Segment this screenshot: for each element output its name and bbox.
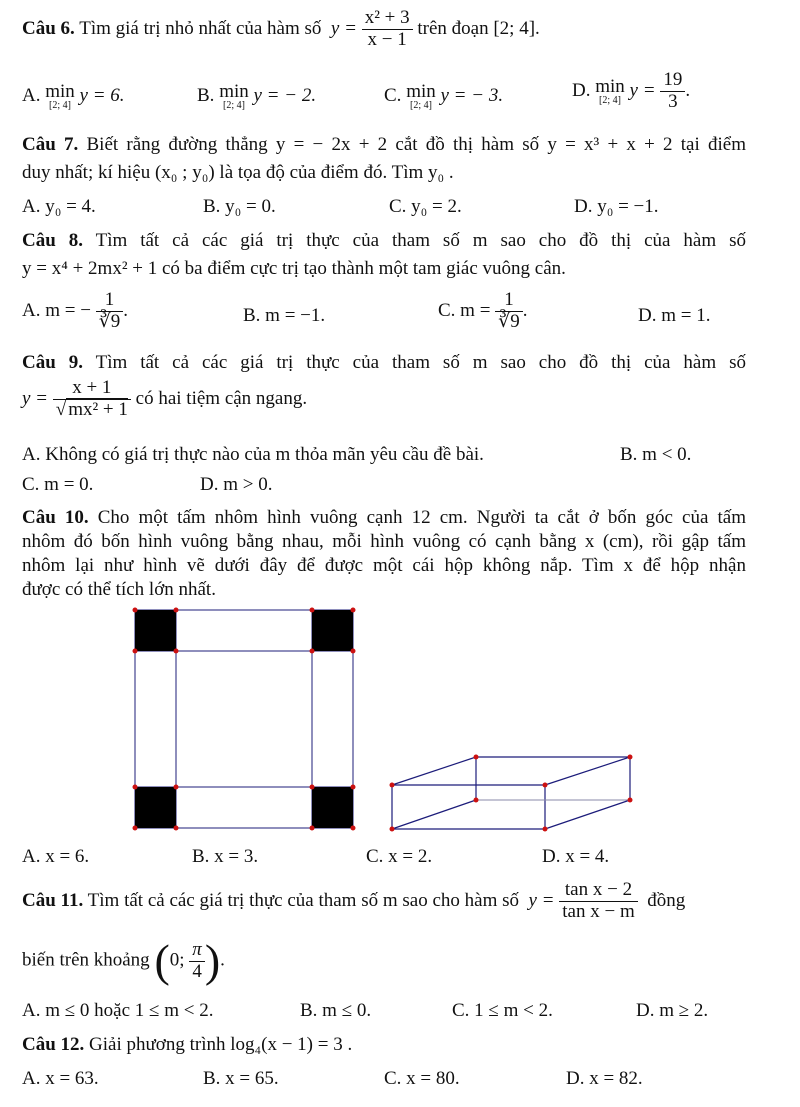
box-front-face <box>392 785 545 829</box>
question-6-fraction <box>362 8 413 51</box>
option-9a[interactable]: A. Không có giá trị thực nào của m thỏa mãn yêu cầu đề bài. <box>22 444 484 465</box>
question-12-label: Câu 12. <box>22 1034 85 1055</box>
question-10-line-4: được có thể tích lớn nhất. <box>22 579 216 600</box>
question-6-text: Tìm giá trị nhỏ nhất của hàm số <box>79 17 322 39</box>
sheet-figure <box>120 600 370 840</box>
question-10-line-3: nhôm lại như hình vẽ dưới đây để được một cái hộp không nắp. Tìm x để hộp nhận <box>22 555 746 576</box>
question-8-line-1 <box>22 230 746 253</box>
question-8-label: Câu 8. <box>22 230 83 251</box>
option-value: y = − 3. <box>440 84 504 106</box>
question-11-y: y = <box>528 889 555 911</box>
cut-square <box>312 787 353 828</box>
question-9-line-1 <box>22 352 746 375</box>
question-8-line-2: y = x⁴ + 2mx² + 1 có ba điểm cực trị tạo thành một tam giác vuông cân. <box>22 258 566 279</box>
option-value: y = 6. <box>79 84 125 106</box>
question-7-line-2: duy nhất; kí hiệu (x₀ ; y₀) là tọa độ của điểm đó. Tìm y₀ . <box>22 162 454 183</box>
option-6c[interactable] <box>384 82 503 111</box>
question-6-interval: trên đoạn [2; 4]. <box>417 17 540 39</box>
option-11a[interactable]: A. m ≤ 0 hoặc 1 ≤ m < 2. <box>22 1000 214 1021</box>
question-9-text-2: có hai tiệm cận ngang. <box>135 387 308 409</box>
min-operator: min [2; 4] <box>406 81 436 111</box>
option-fraction: $\frac{1}{∛9}$ <box>96 290 124 333</box>
question-9-fraction: $\frac{x + 1}{\text{√ mx² + 1}}$ <box>53 378 131 421</box>
question-12-text: Giải phương trình log₄(x − 1) = 3 . <box>89 1034 353 1055</box>
option-9d[interactable]: D. m > 0. <box>200 474 273 495</box>
question-7-text: Biết rằng đường thẳng y = − 2x + 2 cắt đồ thị hàm số y = x³ + x + 2 tại điểm <box>86 134 746 155</box>
option-letter: D. <box>572 79 591 101</box>
question-7-line-1 <box>22 134 746 157</box>
option-6b[interactable] <box>197 82 316 111</box>
question-9-line-2 <box>22 378 307 421</box>
option-value: y = − 2. <box>253 84 317 106</box>
fraction-numerator: x² + 3 <box>362 8 413 30</box>
question-6-y: y = <box>330 17 357 39</box>
option-9c[interactable]: C. m = 0. <box>22 474 94 495</box>
question-8-text: Tìm tất cả các giá trị thực của tham số m sao cho đồ thị của hàm số <box>95 230 746 251</box>
option-letter: A. <box>22 84 41 106</box>
option-8d[interactable]: D. m = 1. <box>638 305 711 326</box>
option-11b[interactable]: B. m ≤ 0. <box>300 1000 372 1021</box>
question-9-label: Câu 9. <box>22 352 83 373</box>
question-10-line-2: nhôm đó bốn hình vuông bằng nhau, mỗi hình vuông có cạnh bằng x (cm), rồi gập tấm <box>22 531 746 552</box>
option-12c[interactable]: C. x = 80. <box>384 1068 460 1089</box>
option-7d[interactable]: D. y₀ = −1. <box>574 196 659 217</box>
cut-square <box>312 610 353 651</box>
question-11-line-1 <box>22 880 685 923</box>
question-11-text-3: biến trên khoảng <box>22 949 150 971</box>
question-11-line-2: biến trên khoảng (0; $\frac{\pi}{4}$ ). <box>22 935 225 986</box>
min-operator: min [2; 4] <box>595 75 625 106</box>
option-value: y = <box>629 79 656 101</box>
option-letter: B. <box>197 84 215 106</box>
option-fraction: $\frac{19}{3}$ <box>660 70 685 113</box>
option-10c[interactable]: C. x = 2. <box>366 846 433 867</box>
option-11c[interactable]: C. 1 ≤ m < 2. <box>452 1000 553 1021</box>
option-11d[interactable]: D. m ≥ 2. <box>636 1000 709 1021</box>
option-fraction: $\frac{1}{∛9}$ <box>495 290 523 333</box>
option-8c[interactable]: C. m = $\frac{1}{∛9}$ . <box>438 289 528 332</box>
option-7b[interactable]: B. y₀ = 0. <box>203 196 276 217</box>
option-7a[interactable]: A. y₀ = 4. <box>22 196 96 217</box>
option-6d[interactable]: D. min [2; 4] y = $\frac{19}{3}$ . <box>572 69 691 112</box>
option-12b[interactable]: B. x = 65. <box>203 1068 279 1089</box>
question-10-label: Câu 10. <box>22 507 89 528</box>
option-value: A. m = − <box>22 299 91 321</box>
question-10-text: Cho một tấm nhôm hình vuông cạnh 12 cm. Người ta cắt ở bốn góc của tấm <box>97 507 746 528</box>
fraction-denominator: x − 1 <box>367 28 407 50</box>
question-9-y: y = <box>22 387 49 409</box>
option-12d[interactable]: D. x = 82. <box>566 1068 643 1089</box>
question-9-text: Tìm tất cả các giá trị thực của tham số m sao cho đồ thị của hàm số <box>95 352 746 373</box>
option-9b[interactable]: B. m < 0. <box>620 444 692 465</box>
min-operator: min [2; 4] <box>45 81 75 111</box>
question-11-text-2: đồng <box>647 889 686 911</box>
interval-fraction: $\frac{\pi}{4}$ <box>189 940 205 983</box>
question-6-label: Câu 6. <box>22 17 75 39</box>
question-7-label: Câu 7. <box>22 134 79 155</box>
option-7c[interactable]: C. y₀ = 2. <box>389 196 462 217</box>
question-10-line-1 <box>22 507 746 530</box>
option-6a[interactable] <box>22 82 125 111</box>
option-8a[interactable]: A. m = − $\frac{1}{∛9}$ . <box>22 289 129 332</box>
box-figure <box>380 750 640 840</box>
question-11-fraction: $\frac{\text{tan x − 2}}{\text{tan x − m}}$ <box>559 880 637 923</box>
option-10a[interactable]: A. x = 6. <box>22 846 90 867</box>
cut-square <box>135 610 176 651</box>
option-10d[interactable]: D. x = 4. <box>542 846 610 867</box>
option-10b[interactable]: B. x = 3. <box>192 846 259 867</box>
option-12a[interactable]: A. x = 63. <box>22 1068 99 1089</box>
question-6-stem <box>22 8 540 51</box>
question-11-label: Câu 11. <box>22 889 84 911</box>
option-value: C. m = <box>438 299 491 321</box>
cut-square <box>135 787 176 828</box>
question-12-stem <box>22 1034 352 1056</box>
min-operator: min [2; 4] <box>219 81 249 111</box>
option-8b[interactable]: B. m = −1. <box>243 305 326 326</box>
question-11-text: Tìm tất cả các giá trị thực của tham số m sao cho hàm số <box>87 889 519 911</box>
option-letter: C. <box>384 84 402 106</box>
